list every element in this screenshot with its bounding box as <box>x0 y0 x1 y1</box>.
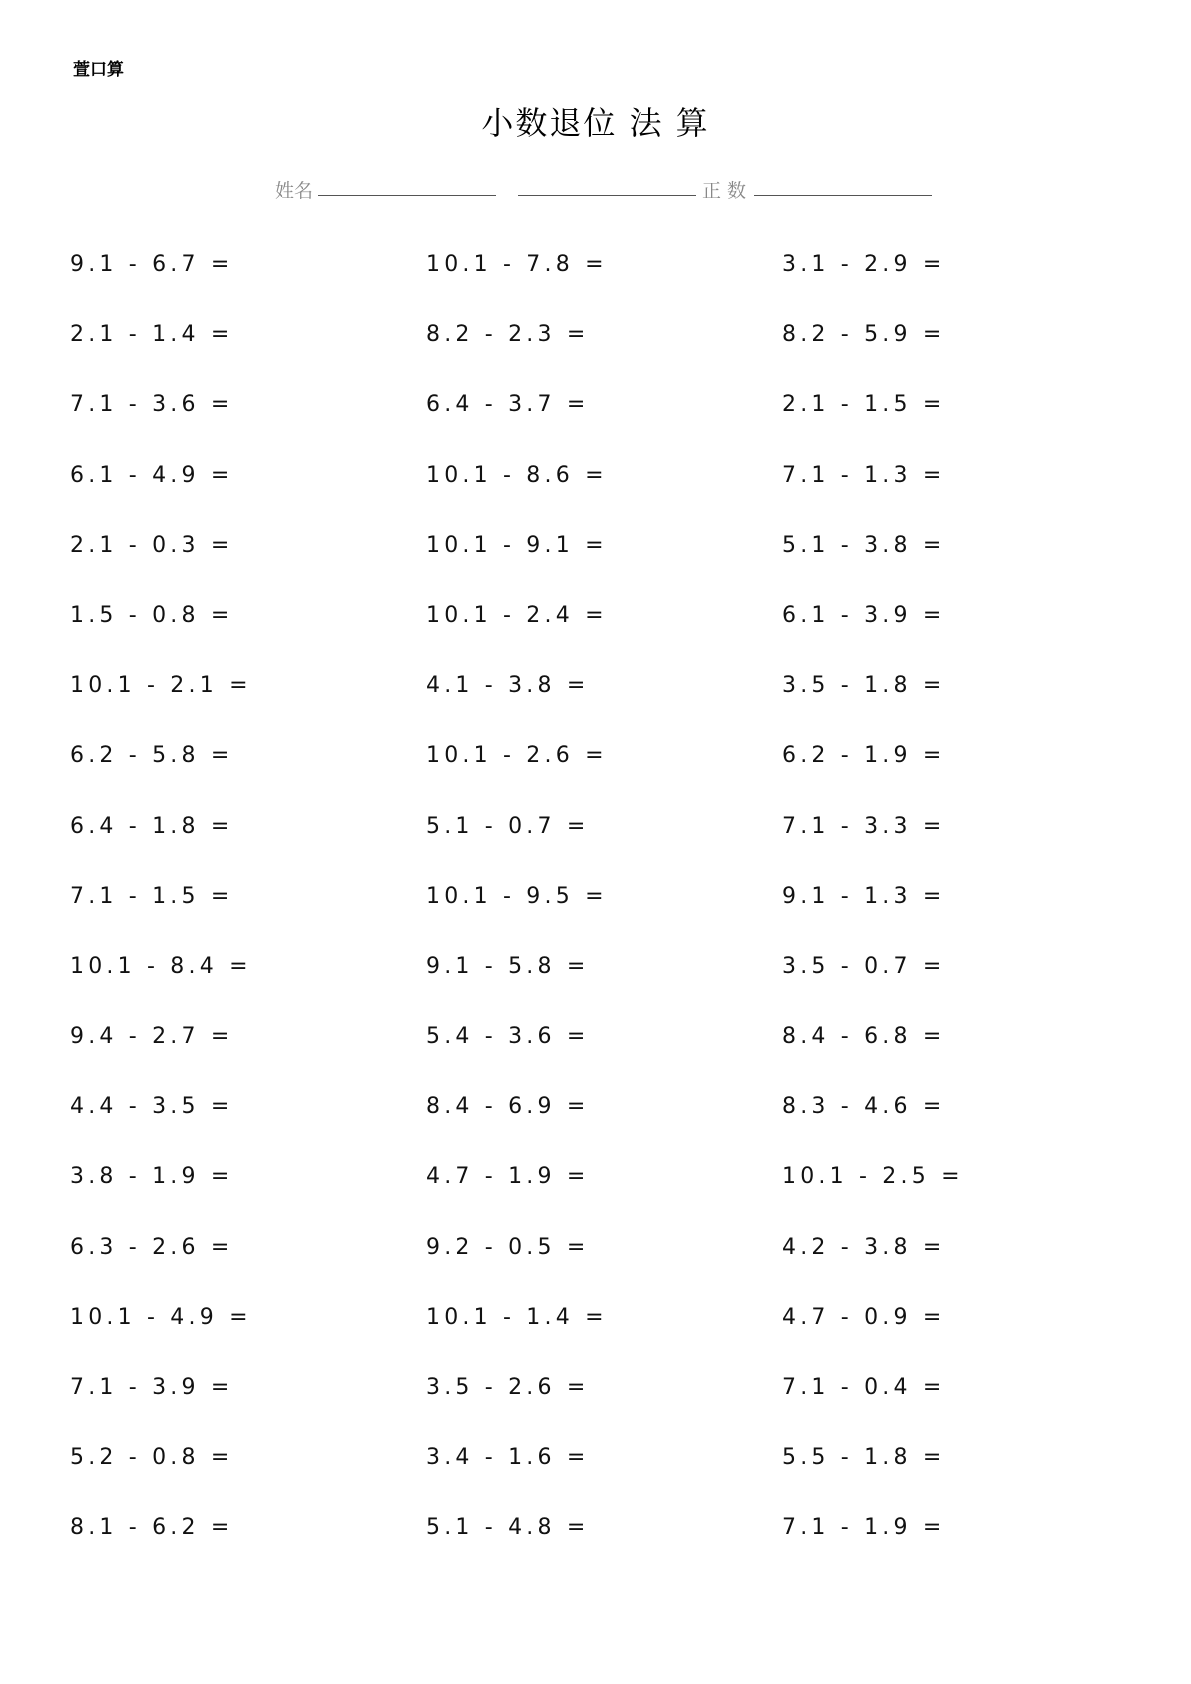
math-problem: 10.1 - 2.4 = <box>426 602 608 628</box>
math-problem: 7.1 - 3.3 = <box>782 813 946 839</box>
math-problem: 6.4 - 3.7 = <box>426 392 590 418</box>
math-problem: 10.1 - 4.9 = <box>70 1304 252 1330</box>
math-problem: 8.1 - 6.2 = <box>70 1515 234 1541</box>
math-problem: 5.4 - 3.6 = <box>426 1024 590 1050</box>
math-problem: 10.1 - 9.5 = <box>426 883 608 909</box>
math-problem: 4.1 - 3.8 = <box>426 673 590 699</box>
math-problem: 8.4 - 6.8 = <box>782 1024 946 1050</box>
score-underline-left <box>518 195 696 196</box>
math-problem: 8.4 - 6.9 = <box>426 1094 590 1120</box>
problem-row <box>70 1515 1150 1585</box>
math-problem: 10.1 - 2.6 = <box>426 743 608 769</box>
math-problem: 7.1 - 3.6 = <box>70 392 234 418</box>
math-problem: 2.1 - 1.5 = <box>782 392 946 418</box>
math-problem: 5.1 - 4.8 = <box>426 1515 590 1541</box>
math-problem: 6.1 - 4.9 = <box>70 462 234 488</box>
math-problem: 9.2 - 0.5 = <box>426 1234 590 1260</box>
problem-row <box>70 884 1150 954</box>
math-problem: 4.2 - 3.8 = <box>782 1234 946 1260</box>
math-problem: 5.1 - 0.7 = <box>426 813 590 839</box>
problem-row <box>70 1305 1150 1375</box>
math-problem: 7.1 - 1.5 = <box>70 883 234 909</box>
math-problem: 10.1 - 8.6 = <box>426 462 608 488</box>
math-problem: 10.1 - 8.4 = <box>70 953 252 979</box>
math-problem: 10.1 - 7.8 = <box>426 252 608 277</box>
math-problem: 6.4 - 1.8 = <box>70 813 234 839</box>
name-label: 姓名 <box>275 180 314 202</box>
problem-row <box>70 954 1150 1024</box>
math-problem: 6.2 - 5.8 = <box>70 743 234 769</box>
problem-row <box>70 1024 1150 1094</box>
math-problem: 8.2 - 5.9 = <box>782 322 946 348</box>
problem-row <box>70 463 1150 533</box>
math-problem: 6.1 - 3.9 = <box>782 602 946 628</box>
math-problem: 4.7 - 1.9 = <box>426 1164 590 1190</box>
math-problem: 3.8 - 1.9 = <box>70 1164 234 1190</box>
math-problem: 3.5 - 0.7 = <box>782 953 946 979</box>
problem-row <box>70 1094 1150 1164</box>
score-underline-right <box>754 195 932 196</box>
problem-row <box>70 1445 1150 1515</box>
name-field <box>275 176 313 203</box>
problem-row <box>70 603 1150 673</box>
score-label: 正 数 <box>702 180 747 202</box>
problem-row <box>70 322 1150 392</box>
math-problem: 5.5 - 1.8 = <box>782 1445 946 1471</box>
math-problem: 7.1 - 1.9 = <box>782 1515 946 1541</box>
math-problem: 4.4 - 3.5 = <box>70 1094 234 1120</box>
math-problem: 2.1 - 1.4 = <box>70 322 234 348</box>
problem-row <box>70 392 1150 462</box>
math-problem: 3.1 - 2.9 = <box>782 252 946 277</box>
math-problem: 10.1 - 1.4 = <box>426 1304 608 1330</box>
math-problem: 7.1 - 0.4 = <box>782 1375 946 1400</box>
math-problem: 6.3 - 2.6 = <box>70 1234 234 1260</box>
problem-row <box>70 814 1150 884</box>
problem-row <box>70 743 1150 813</box>
problem-row <box>70 673 1150 743</box>
math-problem: 7.1 - 1.3 = <box>782 462 946 488</box>
math-problem: 9.1 - 5.8 = <box>426 953 590 979</box>
math-problem: 9.1 - 6.7 = <box>70 252 234 277</box>
problem-grid <box>70 252 1150 1586</box>
page-title: 小数退位 法 算 <box>481 104 710 142</box>
math-problem: 6.2 - 1.9 = <box>782 743 946 769</box>
problem-row <box>70 1235 1150 1305</box>
math-problem: 5.2 - 0.8 = <box>70 1445 234 1471</box>
math-problem: 3.4 - 1.6 = <box>426 1445 590 1471</box>
problem-row <box>70 1164 1150 1234</box>
math-problem: 8.3 - 4.6 = <box>782 1094 946 1120</box>
math-problem: 9.4 - 2.7 = <box>70 1024 234 1050</box>
math-problem: 10.1 - 2.5 = <box>782 1164 964 1190</box>
math-problem: 8.2 - 2.3 = <box>426 322 590 348</box>
math-problem: 5.1 - 3.8 = <box>782 532 946 558</box>
math-problem: 3.5 - 2.6 = <box>426 1375 590 1400</box>
math-problem: 1.5 - 0.8 = <box>70 602 234 628</box>
math-problem: 3.5 - 1.8 = <box>782 673 946 699</box>
math-problem: 4.7 - 0.9 = <box>782 1304 946 1330</box>
math-problem: 10.1 - 2.1 = <box>70 673 252 699</box>
problem-row <box>70 533 1150 603</box>
name-underline <box>318 195 496 196</box>
math-problem: 10.1 - 9.1 = <box>426 532 608 558</box>
problem-row <box>70 1375 1150 1445</box>
math-problem: 2.1 - 0.3 = <box>70 532 234 558</box>
problem-row <box>70 252 1150 322</box>
math-problem: 9.1 - 1.3 = <box>782 883 946 909</box>
corner-label: 萱口算 <box>73 60 124 80</box>
math-problem: 7.1 - 3.9 = <box>70 1375 234 1400</box>
